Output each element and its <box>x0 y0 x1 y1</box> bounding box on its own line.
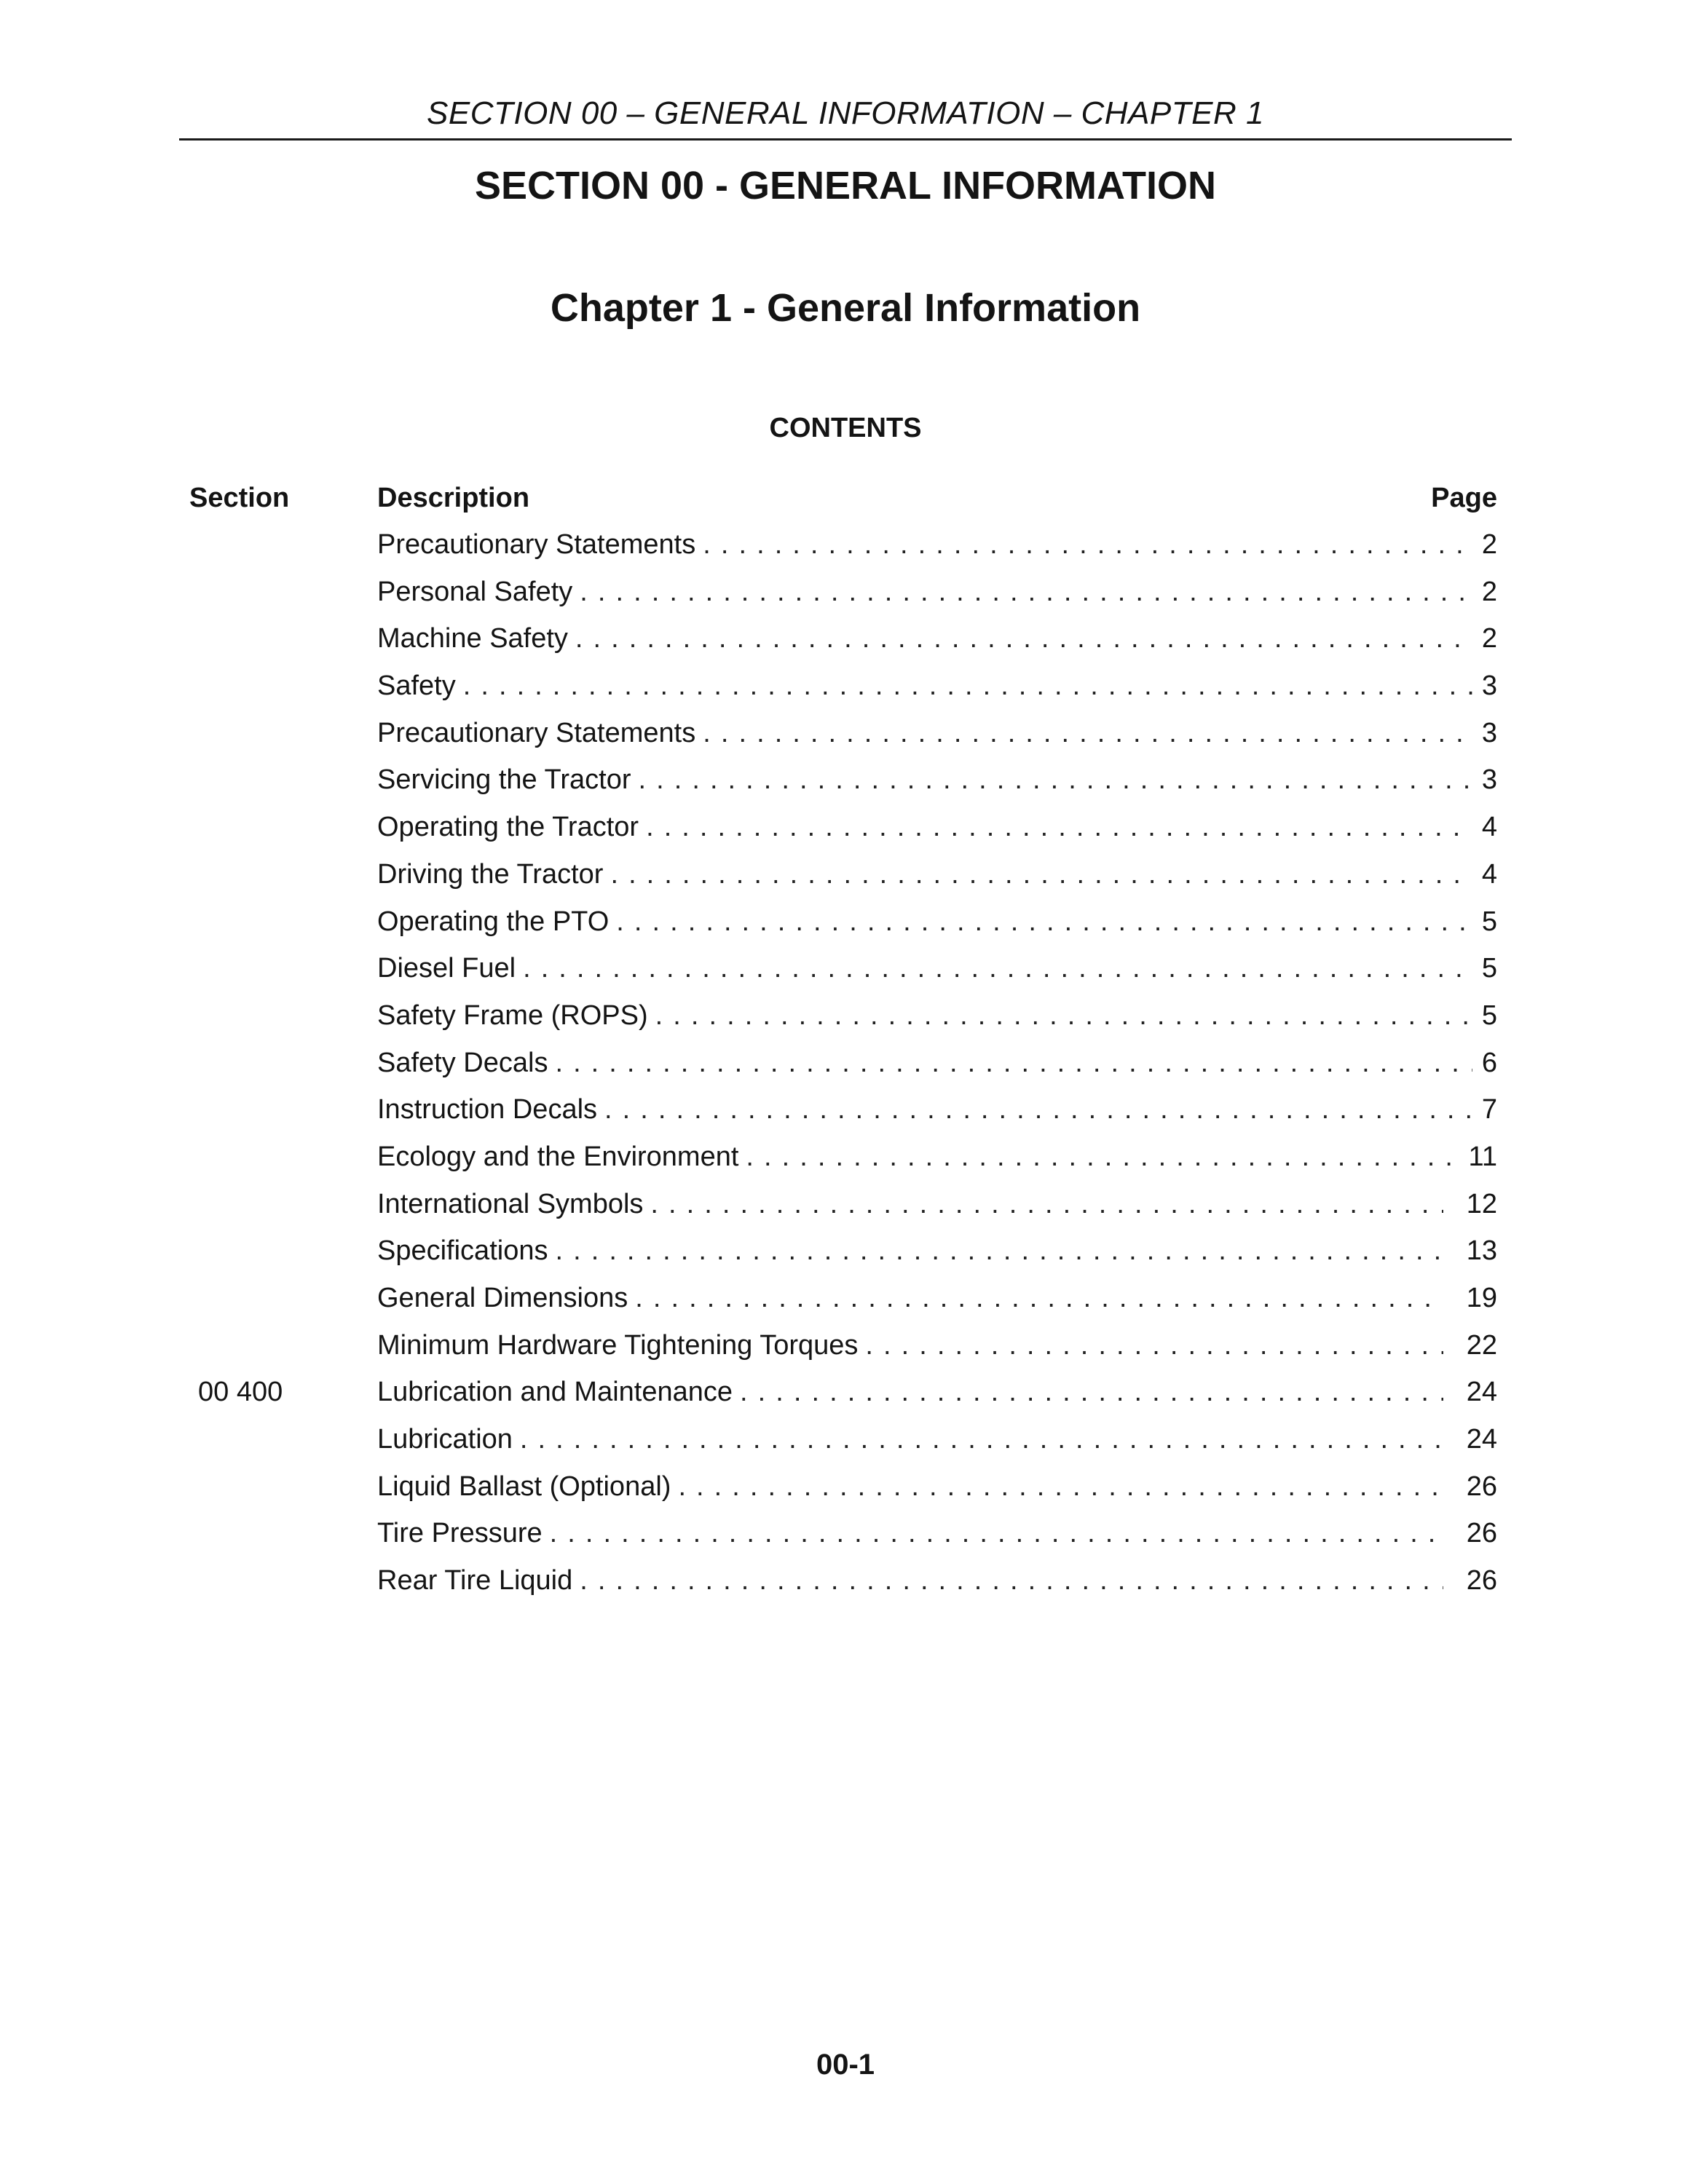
toc-dot-leader <box>604 1089 1472 1130</box>
toc-row[interactable] <box>179 1042 1497 1090</box>
toc-row[interactable] <box>179 995 1497 1042</box>
toc-row-description: General Dimensions <box>377 1283 628 1313</box>
toc-row[interactable] <box>179 1466 1497 1514</box>
toc-dot-leader <box>616 901 1472 942</box>
toc-row-description: Operating the Tractor <box>377 812 639 843</box>
toc-row[interactable] <box>179 1278 1497 1325</box>
toc-row-description: Ecology and the Environment <box>377 1141 739 1172</box>
toc-row-description: Tire Pressure <box>377 1518 543 1549</box>
toc-row[interactable] <box>179 1089 1497 1136</box>
contents-title: CONTENTS <box>769 413 922 443</box>
toc-dot-leader <box>523 948 1472 989</box>
toc-dot-leader <box>703 713 1472 753</box>
toc-row-page: 26 <box>1466 1471 1497 1502</box>
toc-row[interactable] <box>179 618 1497 665</box>
toc-row-description: Lubrication <box>377 1424 513 1455</box>
toc-dot-leader <box>646 807 1472 847</box>
toc-row-page: 6 <box>1481 1047 1497 1078</box>
toc-row-description: Driving the Tractor <box>377 858 604 890</box>
toc-row-description: Servicing the Tractor <box>377 764 631 796</box>
toc-dot-leader <box>555 1230 1443 1271</box>
toc-row-page: 26 <box>1466 1518 1497 1549</box>
toc-dot-leader <box>638 759 1472 800</box>
toc-row-page: 3 <box>1481 764 1497 796</box>
toc-row-page: 4 <box>1481 858 1497 890</box>
toc-row[interactable] <box>179 571 1497 619</box>
toc-row-page: 24 <box>1466 1424 1497 1455</box>
toc-dot-leader <box>463 665 1472 706</box>
toc-row[interactable] <box>179 759 1497 807</box>
toc-row-page: 2 <box>1481 529 1497 560</box>
toc-row[interactable] <box>179 1513 1497 1560</box>
toc-row[interactable] <box>179 854 1497 901</box>
toc-row[interactable] <box>179 1419 1497 1466</box>
toc-row[interactable] <box>179 1560 1497 1607</box>
toc-dot-leader <box>740 1372 1443 1412</box>
table-of-contents <box>179 478 1497 1607</box>
toc-header-description-cell <box>377 478 1497 518</box>
toc-row-page: 7 <box>1481 1094 1497 1125</box>
chapter-title: Chapter 1 - General Information <box>550 286 1141 330</box>
toc-dot-leader <box>655 995 1472 1036</box>
toc-row-description: Safety Frame (ROPS) <box>377 1000 648 1031</box>
toc-row-page: 12 <box>1466 1188 1497 1219</box>
toc-dot-leader <box>580 571 1472 612</box>
toc-row-page: 3 <box>1481 717 1497 748</box>
toc-dot-leader <box>703 524 1472 565</box>
toc-dot-leader <box>635 1278 1443 1318</box>
toc-dot-leader <box>610 854 1472 895</box>
toc-row[interactable] <box>179 807 1497 854</box>
toc-row-section: 00 400 <box>198 1377 283 1408</box>
running-header: SECTION 00 – GENERAL INFORMATION – CHAPTER 1 <box>427 95 1264 131</box>
toc-row-description: Rear Tire Liquid <box>377 1565 573 1597</box>
toc-row-description: Precautionary Statements <box>377 717 696 748</box>
toc-row-page: 13 <box>1466 1235 1497 1267</box>
toc-dot-leader <box>550 1513 1443 1554</box>
toc-row-description: Instruction Decals <box>377 1094 598 1125</box>
toc-row-page: 26 <box>1466 1565 1497 1597</box>
toc-row[interactable] <box>179 1184 1497 1231</box>
toc-header-row <box>179 478 1497 524</box>
toc-row[interactable] <box>179 665 1497 713</box>
toc-dot-leader <box>865 1325 1443 1366</box>
toc-row-description: Operating the PTO <box>377 906 610 937</box>
toc-row-page: 4 <box>1481 812 1497 843</box>
toc-row-description: Safety <box>377 670 456 702</box>
toc-dot-leader <box>555 1042 1472 1083</box>
toc-row[interactable] <box>179 1230 1497 1278</box>
toc-row-page: 2 <box>1481 623 1497 654</box>
toc-row-description: Liquid Ballast (Optional) <box>377 1471 671 1502</box>
toc-row-page: 24 <box>1466 1377 1497 1408</box>
toc-row-description: Minimum Hardware Tightening Torques <box>377 1329 859 1361</box>
toc-header-page: Page <box>1431 483 1497 513</box>
section-title: SECTION 00 - GENERAL INFORMATION <box>474 164 1217 207</box>
toc-row-page: 19 <box>1466 1283 1497 1313</box>
toc-row-page: 3 <box>1481 670 1497 702</box>
header-rule <box>179 138 1512 141</box>
toc-row-page: 5 <box>1481 906 1497 937</box>
toc-header-description: Description <box>377 483 530 513</box>
toc-row[interactable] <box>179 948 1497 995</box>
toc-row-page: 5 <box>1481 1000 1497 1031</box>
toc-dot-leader <box>678 1466 1443 1507</box>
toc-dot-leader <box>746 1136 1462 1177</box>
toc-row[interactable] <box>179 1325 1497 1372</box>
toc-row-description: Personal Safety <box>377 576 573 607</box>
toc-row[interactable] <box>179 1372 1497 1419</box>
toc-row-page: 11 <box>1468 1141 1497 1172</box>
toc-row-page: 5 <box>1481 953 1497 984</box>
toc-row[interactable] <box>179 524 1497 571</box>
toc-row-description: Machine Safety <box>377 623 568 654</box>
toc-dot-leader <box>580 1560 1443 1601</box>
toc-row[interactable] <box>179 713 1497 760</box>
toc-dot-leader <box>520 1419 1443 1460</box>
page-number: 00-1 <box>816 2049 875 2081</box>
toc-row-description: Diesel Fuel <box>377 953 516 984</box>
toc-dot-leader <box>650 1184 1443 1224</box>
toc-row[interactable] <box>179 1136 1497 1184</box>
toc-row-page: 2 <box>1481 576 1497 607</box>
toc-row-description: Specifications <box>377 1235 548 1267</box>
toc-row-description: Precautionary Statements <box>377 529 696 560</box>
toc-row-page: 22 <box>1466 1329 1497 1361</box>
toc-row-description: Lubrication and Maintenance <box>377 1377 733 1408</box>
toc-header-section: Section <box>189 483 290 513</box>
toc-row[interactable] <box>179 901 1497 949</box>
toc-row-description: International Symbols <box>377 1188 644 1219</box>
toc-row-description: Safety Decals <box>377 1047 548 1078</box>
toc-dot-leader <box>575 618 1472 659</box>
